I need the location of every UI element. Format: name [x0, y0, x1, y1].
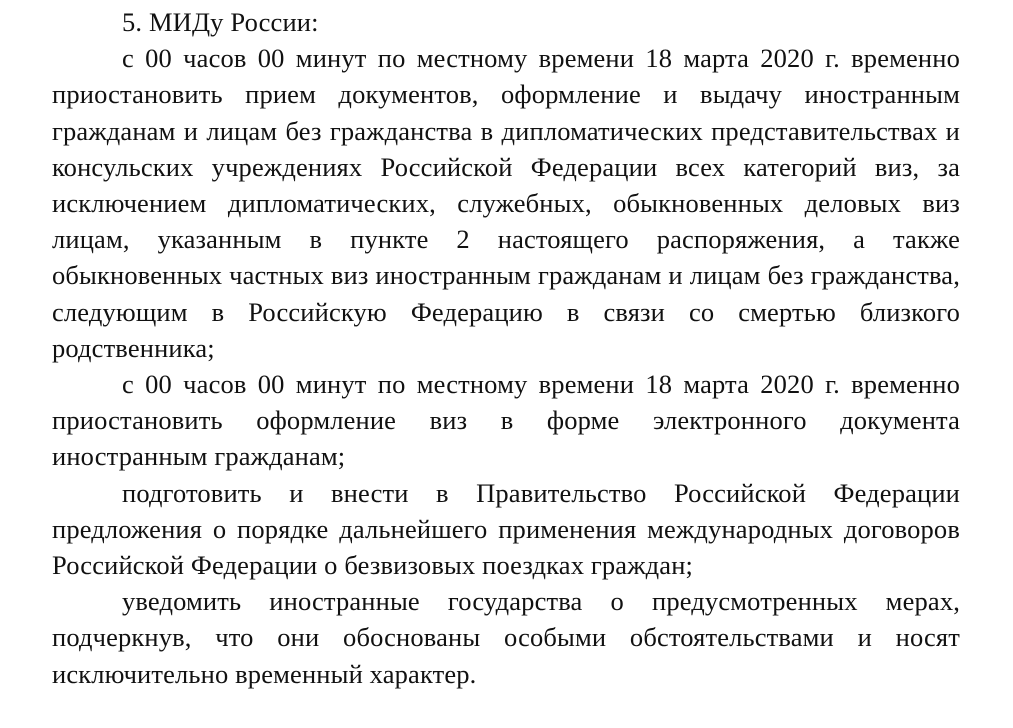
paragraph-notify-states: уведомить иностранные государства о предусмотренных мерах, подчеркнув, что они обоснованы особыми обстоятельствами и носят исключительно временный характер.: [52, 586, 960, 689]
paragraph-government-proposals: подготовить и внести в Правительство Российской Федерации предложения о порядке дальнейшего применения международных договоров Российской Федерации о безвизовых поездках граждан;: [52, 477, 960, 581]
document-page: [52, 4, 960, 692]
paragraph-evisa-suspension: с 00 часов 00 минут по местному времени 18 марта 2020 г. временно приостановить оформление виз в форме электронного документа иностранным гражданам;: [52, 369, 960, 472]
section-heading: 5. МИДу России:: [122, 7, 319, 37]
paragraph-visa-suspension: с 00 часов 00 минут по местному времени 18 марта 2020 г. временно приостановить прием документов, оформление и выдачу иностранным гражданам и лицам без гражданства в дипломатических представительствах и консульских учреждениях Российской Федерации всех категорий виз, за исключением дипломатических, служебных, обыкновенных деловых виз лицам, указанным в пункте 2 настоящего распоряжения, а также обыкновенных частных виз иностранным гражданам и лицам без гражданства, следующим в Российскую Федерацию в связи со смертью близкого родственника;: [52, 43, 960, 363]
